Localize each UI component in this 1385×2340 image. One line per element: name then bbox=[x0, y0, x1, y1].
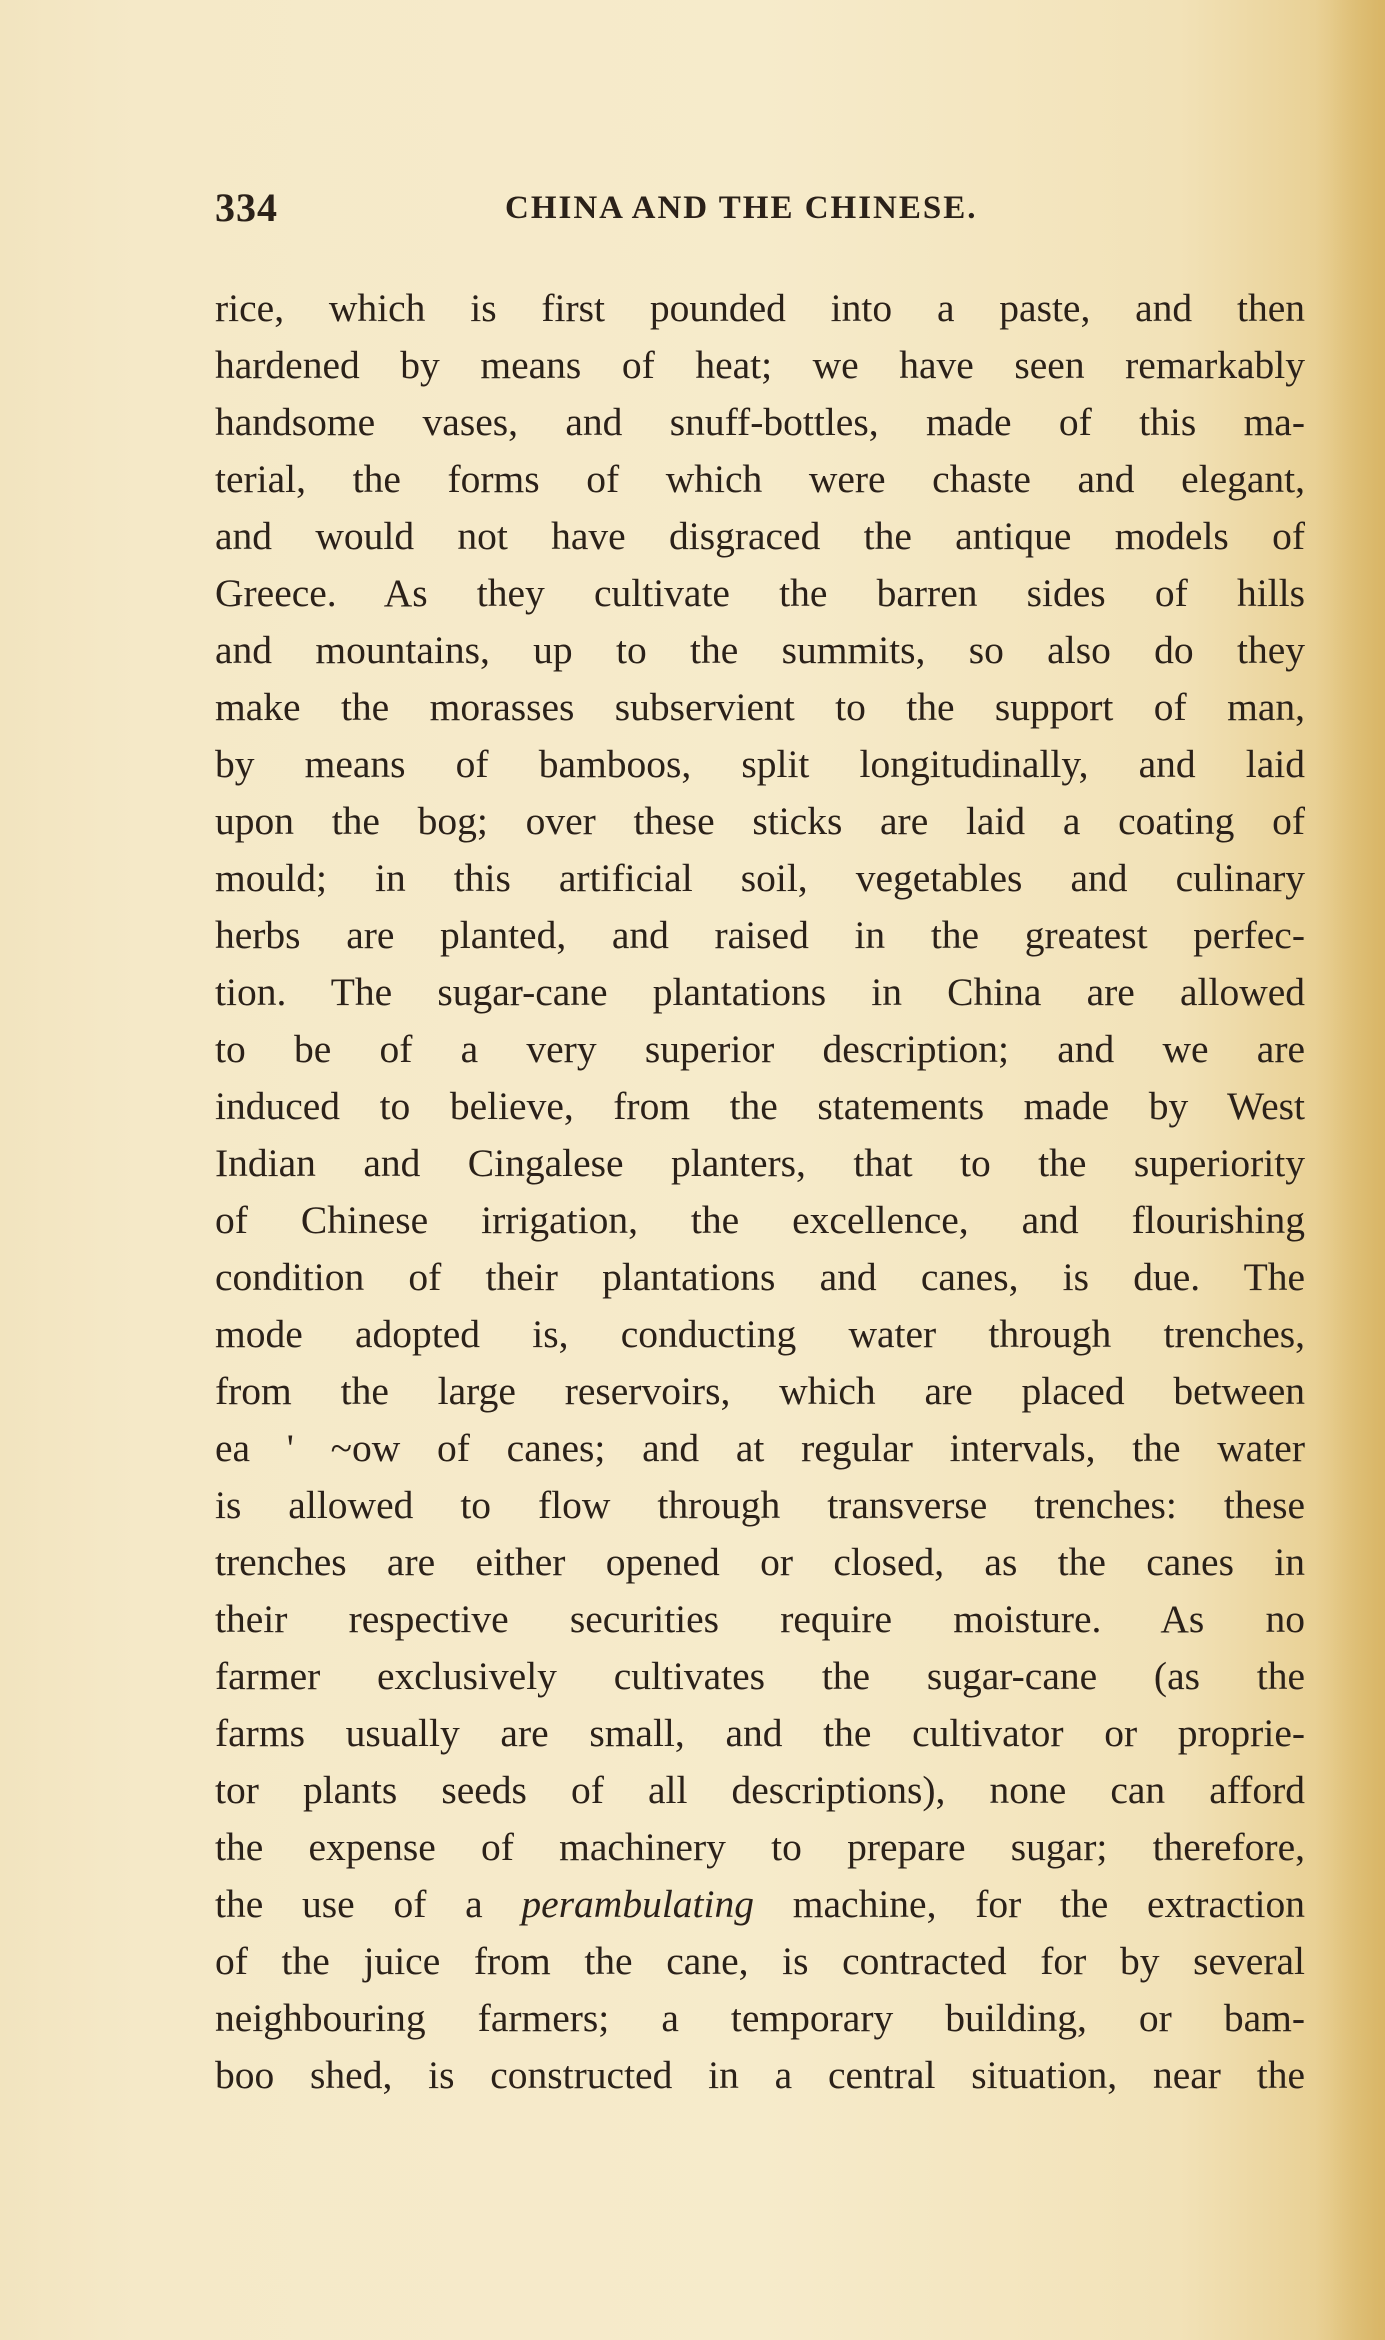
text-segment: machine, for the extraction bbox=[754, 1882, 1305, 1926]
text-line: of Chinese irrigation, the excellence, and flourishing bbox=[215, 1198, 1305, 1242]
text-line: mode adopted is, conducting water through trenches, bbox=[215, 1312, 1305, 1356]
text-line: trenches are either opened or closed, as the canes in bbox=[215, 1540, 1305, 1584]
text-line: to be of a very superior description; and we are bbox=[215, 1027, 1305, 1071]
text-line: tor plants seeds of all descriptions), none can afford bbox=[215, 1768, 1305, 1812]
text-line: ea ' ~ow of canes; and at regular intervals, the water bbox=[215, 1426, 1305, 1470]
text-line: upon the bog; over these sticks are laid a coating of bbox=[215, 799, 1305, 843]
text-line: hardened by means of heat; we have seen remarkably bbox=[215, 343, 1305, 387]
text-line: neighbouring farmers; a temporary building, or bam- bbox=[215, 1996, 1305, 2040]
text-line: and would not have disgraced the antique models of bbox=[215, 514, 1305, 558]
text-line-italic bbox=[215, 1876, 1305, 1933]
text-line: induced to believe, from the statements made by West bbox=[215, 1084, 1305, 1128]
text-line: Greece. As they cultivate the barren sides of hills bbox=[215, 571, 1305, 615]
text-line: handsome vases, and snuff-bottles, made of this ma- bbox=[215, 400, 1305, 444]
text-line: farms usually are small, and the cultivator or proprie- bbox=[215, 1711, 1305, 1755]
running-head: CHINA AND THE CHINESE. bbox=[505, 190, 978, 226]
text-line: Indian and Cingalese planters, that to the superiority bbox=[215, 1141, 1305, 1185]
text-line: terial, the forms of which were chaste and elegant, bbox=[215, 457, 1305, 501]
text-line: is allowed to flow through transverse trenches: these bbox=[215, 1483, 1305, 1527]
page-number: 334 bbox=[215, 185, 278, 230]
text-line: and mountains, up to the summits, so also do they bbox=[215, 628, 1305, 672]
text-line: their respective securities require moisture. As no bbox=[215, 1597, 1305, 1641]
text-line: of the juice from the cane, is contracted for by several bbox=[215, 1939, 1305, 1983]
text-line: mould; in this artificial soil, vegetables and culinary bbox=[215, 856, 1305, 900]
text-line: herbs are planted, and raised in the greatest perfec- bbox=[215, 913, 1305, 957]
text-line: rice, which is first pounded into a paste, and then bbox=[215, 286, 1305, 330]
text-line: condition of their plantations and canes, is due. The bbox=[215, 1255, 1305, 1299]
text-line: tion. The sugar-cane plantations in China are allowed bbox=[215, 970, 1305, 1014]
text-segment: the use of a bbox=[215, 1882, 522, 1926]
text-line: make the morasses subservient to the support of man, bbox=[215, 685, 1305, 729]
italic-word: perambulating bbox=[521, 1882, 755, 1926]
page-header bbox=[215, 180, 1305, 236]
text-line: by means of bamboos, split longitudinally, and laid bbox=[215, 742, 1305, 786]
body-text bbox=[215, 280, 1305, 2104]
text-line: boo shed, is constructed in a central situation, near the bbox=[215, 2053, 1305, 2097]
text-line: farmer exclusively cultivates the sugar-cane (as the bbox=[215, 1654, 1305, 1698]
text-line: the expense of machinery to prepare sugar; therefore, bbox=[215, 1825, 1305, 1869]
text-line: from the large reservoirs, which are placed between bbox=[215, 1369, 1305, 1413]
